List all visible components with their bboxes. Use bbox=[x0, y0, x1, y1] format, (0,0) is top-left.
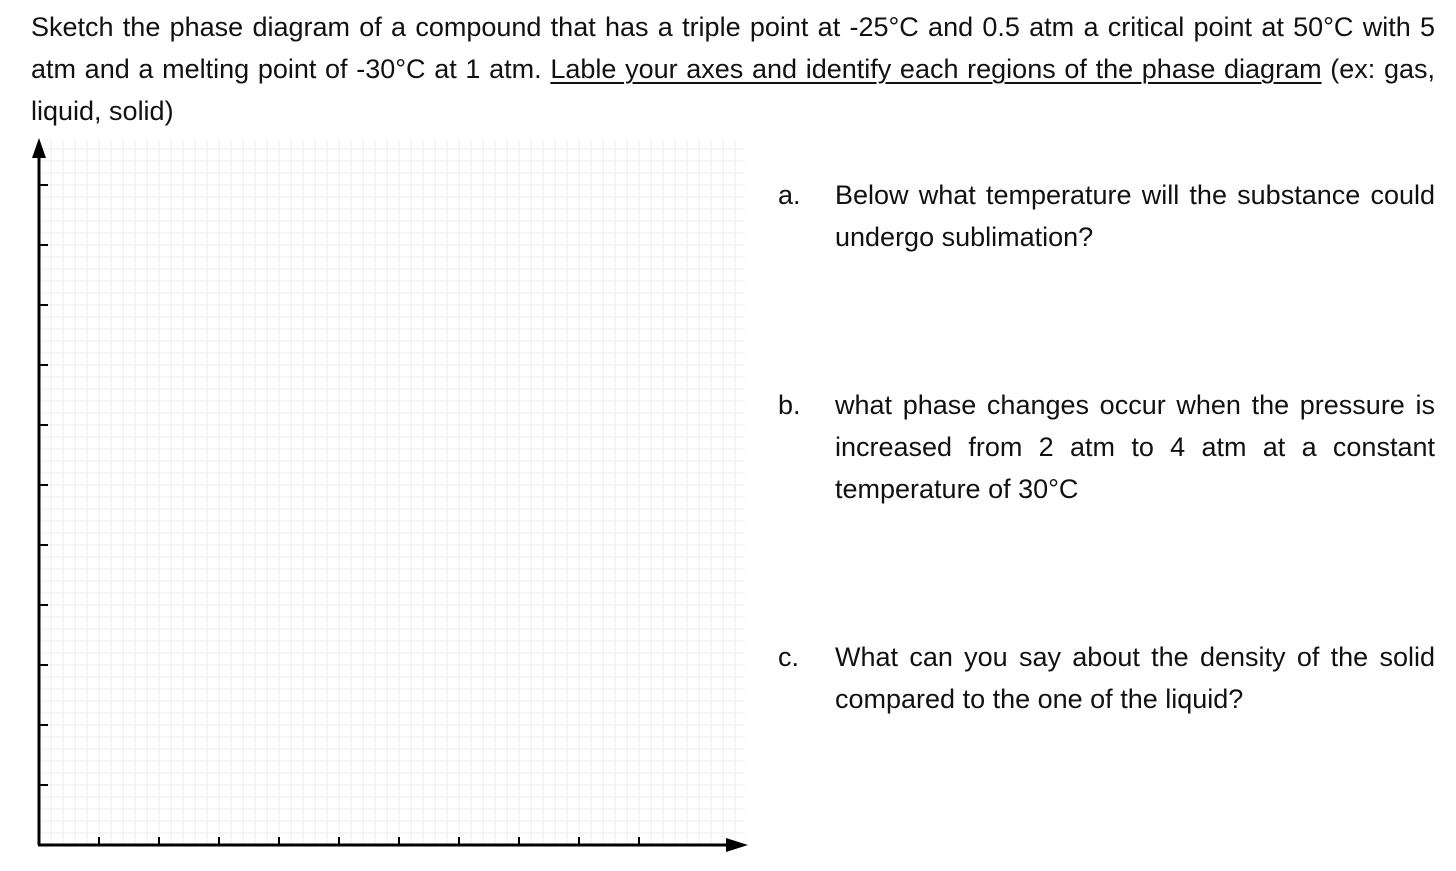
prompt-underlined-instruction: Lable your axes and identify each regions of the phase diagram bbox=[550, 54, 1322, 84]
question-b-text: what phase changes occur when the pressure is increased from 2 atm to 4 atm at a constant temperature of 30°C bbox=[835, 390, 1435, 504]
question-a-text: Below what temperature will the substance could undergo sublimation? bbox=[835, 180, 1435, 252]
question-a bbox=[778, 174, 1435, 258]
prompt-example-text: (ex: gas, liquid, solid) bbox=[31, 54, 1435, 126]
prompt-main-text: Sketch the phase diagram of a compound that has a triple point at -25°C and 0.5 atm a critical point at 50°C with 5 atm and a melting point of -30°C at 1 atm. bbox=[31, 12, 1435, 84]
y-axis-arrow-icon bbox=[32, 138, 46, 158]
x-axis-arrow-icon bbox=[726, 838, 748, 852]
question-a-letter: a. bbox=[778, 180, 801, 210]
question-c-letter: c. bbox=[778, 642, 800, 672]
question-c-text: What can you say about the density of the solid compared to the one of the liquid? bbox=[835, 642, 1435, 714]
question-c bbox=[778, 636, 1435, 720]
graph-grid bbox=[39, 140, 745, 845]
question-b bbox=[778, 384, 1435, 510]
question-b-letter: b. bbox=[778, 390, 801, 420]
